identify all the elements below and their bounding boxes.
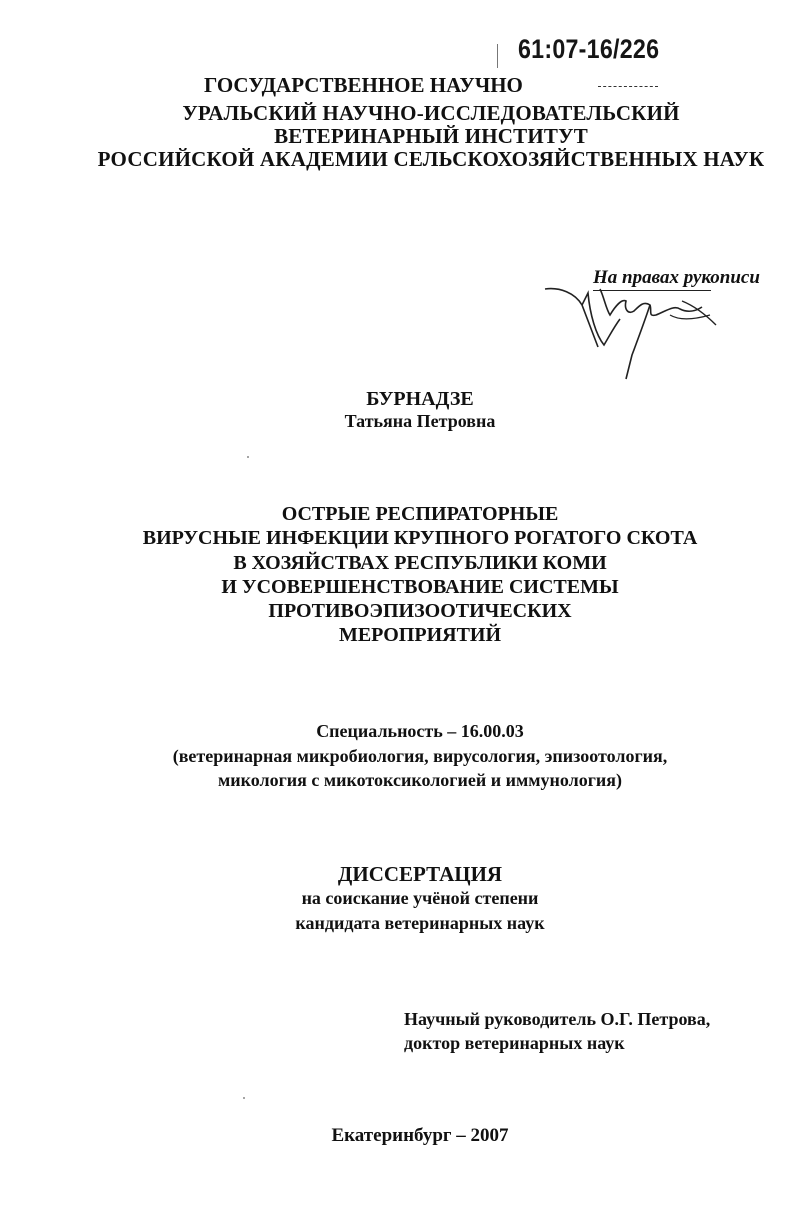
manuscript-note: На правах рукописи	[593, 267, 760, 288]
signature-icon	[540, 275, 730, 385]
city-year: Екатеринбург – 2007	[331, 1125, 509, 1146]
author-name: Татьяна Петровна	[344, 411, 496, 431]
supervisor-line-1: Научный руководитель О.Г. Петрова,	[404, 1009, 711, 1029]
thesis-title-line-3: В ХОЗЯЙСТВАХ РЕСПУБЛИКИ КОМИ	[233, 552, 607, 574]
institution-line-2: УРАЛЬСКИЙ НАУЧНО-ИССЛЕДОВАТЕЛЬСКИЙ	[182, 101, 680, 125]
dissertation-heading: ДИССЕРТАЦИЯ	[337, 862, 503, 886]
scan-speck	[243, 1097, 245, 1099]
specialty-code: Специальность – 16.00.03	[316, 721, 524, 741]
institution-line-1: ГОСУДАРСТВЕННОЕ НАУЧНО	[204, 73, 523, 97]
author-surname: БУРНАДЗЕ	[366, 388, 474, 410]
catalog-stamp: 61:07-16/226	[518, 34, 660, 64]
specialty-description-2: микология с микотоксикологией и иммунология)	[218, 770, 622, 790]
institution-line-3: ВЕТЕРИНАРНЫЙ ИНСТИТУТ	[274, 124, 588, 148]
thesis-title-line-2: ВИРУСНЫЕ ИНФЕКЦИИ КРУПНОГО РОГАТОГО СКОТА	[142, 527, 698, 549]
scan-speck	[247, 456, 249, 458]
dissertation-degree-line-2: кандидата ветеринарных наук	[295, 913, 545, 933]
thesis-title-line-5: ПРОТИВОЭПИЗООТИЧЕСКИХ	[268, 600, 572, 622]
specialty-description-1: (ветеринарная микробиология, вирусология, эпизоотология,	[172, 746, 668, 766]
supervisor-line-2: доктор ветеринарных наук	[404, 1033, 625, 1053]
institution-line-4: РОССИЙСКОЙ АКАДЕМИИ СЕЛЬСКОХОЗЯЙСТВЕННЫХ НАУК	[97, 147, 765, 171]
stamp-dash-line	[598, 86, 658, 88]
dissertation-degree-line-1: на соискание учёной степени	[301, 888, 539, 908]
thesis-title-line-1: ОСТРЫЕ РЕСПИРАТОРНЫЕ	[281, 503, 559, 525]
thesis-title-line-6: МЕРОПРИЯТИЙ	[338, 624, 502, 646]
thesis-title-line-4: И УСОВЕРШЕНСТВОВАНИЕ СИСТЕМЫ	[221, 576, 619, 598]
stamp-mark	[497, 44, 498, 68]
